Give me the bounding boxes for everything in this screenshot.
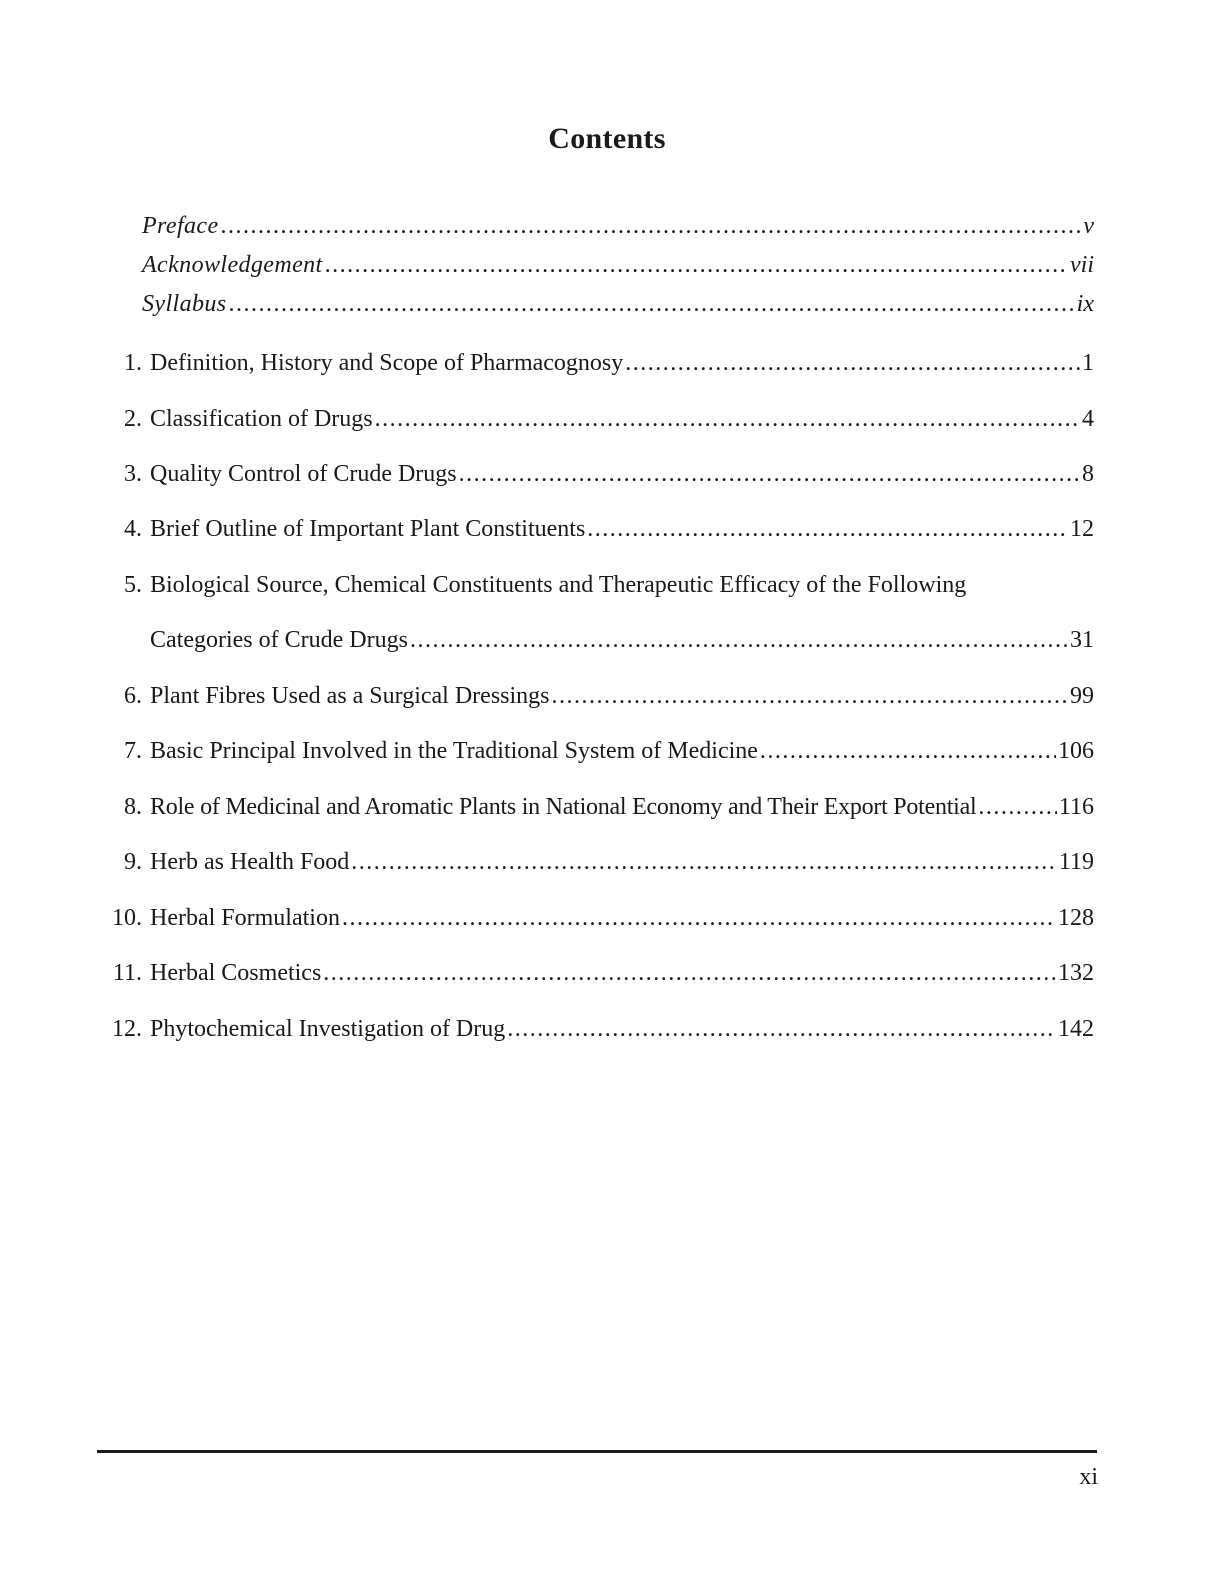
chapter-number: 9. (124, 849, 142, 875)
chapter-title: Brief Outline of Important Plant Constituents (150, 516, 586, 542)
chapter-page: 1 (1082, 350, 1094, 376)
chapter-title: Role of Medicinal and Aromatic Plants in National Economy and Their Export Potential (150, 794, 977, 820)
toc-entry-syllabus[interactable] (100, 288, 1094, 320)
chapter-title: Herbal Cosmetics (150, 960, 322, 986)
page-title: Contents (548, 122, 666, 155)
chapter-number: 11. (112, 960, 142, 986)
chapter-page: 142 (1058, 1016, 1094, 1042)
chapter-page: 119 (1058, 849, 1094, 875)
chapter-number: 2. (124, 406, 142, 432)
toc-entry-chapter-10[interactable] (100, 902, 1094, 934)
dot-leader (323, 957, 1056, 989)
chapter-number: 4. (124, 516, 142, 542)
toc-entry-page: ix (1076, 291, 1094, 317)
chapter-page: 8 (1082, 461, 1094, 487)
chapter-title: Herb as Health Food (150, 849, 350, 875)
chapter-number: 7. (124, 738, 142, 764)
footer-rule (97, 1450, 1097, 1453)
dot-leader (459, 458, 1080, 490)
chapter-number: 3. (124, 461, 142, 487)
dot-leader (325, 249, 1068, 281)
toc-entry-page: v (1083, 213, 1094, 239)
chapter-number: 8. (124, 794, 142, 820)
chapter-page: 12 (1070, 516, 1094, 542)
chapter-title: Quality Control of Crude Drugs (150, 461, 457, 487)
toc-entry-page: vii (1070, 252, 1094, 278)
chapter-title: Basic Principal Involved in the Traditional System of Medicine (150, 738, 758, 764)
chapter-title: Definition, History and Scope of Pharmacognosy (150, 350, 624, 376)
toc-entry-chapter-9[interactable] (100, 846, 1094, 878)
chapter-number: 10. (112, 905, 142, 931)
toc-entry-chapter-12[interactable] (100, 1013, 1094, 1045)
toc-entry-title: Syllabus (142, 291, 227, 317)
dot-leader (351, 846, 1057, 878)
chapter-page: 116 (1058, 794, 1094, 820)
dot-leader (507, 1013, 1056, 1045)
chapter-page: 99 (1070, 683, 1094, 709)
chapter-number: 5. (124, 572, 142, 598)
dot-leader (410, 624, 1068, 656)
chapter-title: Biological Source, Chemical Constituents and Therapeutic Efficacy of the Following (150, 572, 967, 598)
toc-entry-title: Acknowledgement (142, 252, 323, 278)
dot-leader (552, 680, 1068, 712)
dot-leader (229, 288, 1075, 320)
dot-leader (587, 513, 1068, 545)
toc-entry-chapter-4[interactable] (100, 513, 1094, 545)
chapter-page: 128 (1058, 905, 1094, 931)
page-number: xi (1079, 1464, 1098, 1490)
chapter-title: Herbal Formulation (150, 905, 340, 931)
toc-entry-acknowledgement[interactable] (100, 249, 1094, 281)
toc-entry-chapter-5-continued[interactable] (100, 624, 1094, 656)
dot-leader (625, 347, 1080, 379)
toc-entry-chapter-1[interactable] (100, 347, 1094, 379)
dot-leader (760, 735, 1056, 767)
chapter-title-continued: Categories of Crude Drugs (150, 627, 408, 653)
toc-entry-chapter-5[interactable] (100, 569, 1094, 601)
toc-entry-chapter-11[interactable] (100, 957, 1094, 989)
chapter-title: Phytochemical Investigation of Drug (150, 1016, 506, 1042)
chapter-number: 1. (124, 350, 142, 376)
chapter-page: 31 (1070, 627, 1094, 653)
chapter-title: Plant Fibres Used as a Surgical Dressings (150, 683, 550, 709)
chapter-number: 6. (124, 683, 142, 709)
toc-entry-title: Preface (142, 213, 219, 239)
toc-entry-chapter-7[interactable] (100, 735, 1094, 767)
toc-entry-chapter-8[interactable] (100, 791, 1094, 823)
dot-leader (342, 902, 1056, 934)
chapter-page: 4 (1082, 406, 1094, 432)
dot-leader (221, 210, 1082, 242)
toc-entry-chapter-6[interactable] (100, 680, 1094, 712)
chapter-page: 132 (1058, 960, 1094, 986)
chapter-page: 106 (1058, 738, 1094, 764)
toc-entry-preface[interactable] (100, 210, 1094, 242)
chapter-title: Classification of Drugs (150, 406, 373, 432)
chapter-number: 12. (112, 1016, 142, 1042)
dot-leader (978, 791, 1057, 823)
dot-leader (375, 403, 1080, 435)
toc-entry-chapter-3[interactable] (100, 458, 1094, 490)
toc-entry-chapter-2[interactable] (100, 403, 1094, 435)
